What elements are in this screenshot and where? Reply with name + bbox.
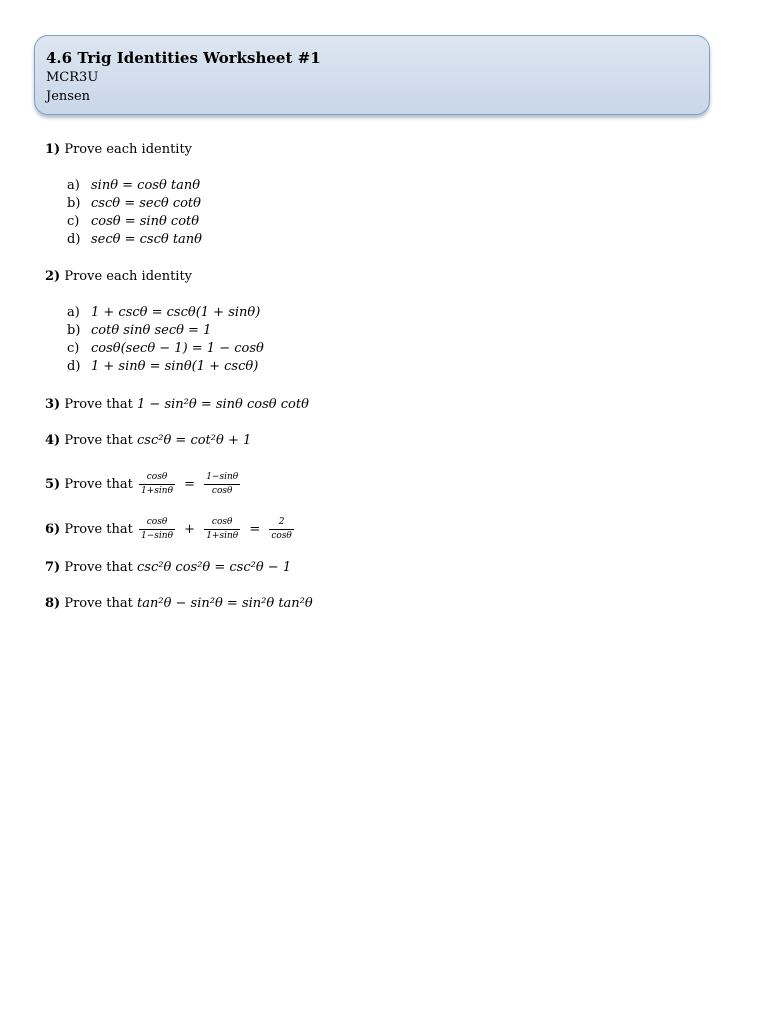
identity-expression: tan²θ − sin²θ = sin²θ tan²θ	[137, 596, 313, 611]
operator: =	[249, 522, 261, 537]
question-7	[45, 558, 291, 578]
list-item: d) secθ = cscθ tanθ	[67, 232, 202, 247]
question-number: 6)	[45, 522, 61, 537]
identity-expression: cscθ = secθ cotθ	[91, 196, 201, 211]
identity-expression: secθ = cscθ tanθ	[91, 232, 202, 247]
worksheet-title: 4.6 Trig Identities Worksheet #1	[46, 49, 321, 67]
question-number: 5)	[45, 477, 61, 492]
identity-expression: 1 + cscθ = cscθ(1 + sinθ)	[91, 305, 261, 320]
question-2	[45, 267, 192, 287]
list-item: c) cosθ = sinθ cotθ	[67, 214, 200, 229]
identity-expression: 1 + sinθ = sinθ(1 + cscθ)	[91, 359, 259, 374]
question-3	[45, 395, 309, 415]
question-number: 8)	[45, 596, 61, 611]
fraction: $\frac{2}{\cos\theta}$	[271, 517, 292, 541]
question-text: Prove that	[64, 433, 133, 448]
list-item: a) sinθ = cosθ tanθ	[67, 178, 201, 193]
question-number: 3)	[45, 397, 61, 412]
list-item: c) cosθ(secθ − 1) = 1 − cosθ	[67, 341, 264, 356]
question-text: Prove that	[64, 522, 133, 537]
fraction: $\frac{1-\sin\theta}{\cos\theta}$	[206, 472, 239, 496]
teacher-name: Jensen	[46, 89, 91, 104]
operator: =	[184, 477, 196, 492]
question-text: Prove that	[64, 560, 133, 575]
question-text: Prove that	[64, 596, 133, 611]
question-4	[45, 431, 251, 451]
question-5	[45, 472, 242, 497]
list-item: b) cscθ = secθ cotθ	[67, 196, 201, 211]
question-text: Prove each identity	[64, 142, 193, 157]
question-number: 4)	[45, 433, 61, 448]
identity-expression: cosθ = sinθ cotθ	[91, 214, 200, 229]
question-text: Prove that	[64, 397, 133, 412]
worksheet-header	[34, 35, 710, 115]
fraction: $\frac{\cos\theta}{1+\sin\theta}$	[141, 472, 173, 496]
question-number: 7)	[45, 560, 61, 575]
identity-expression: cotθ sinθ secθ = 1	[91, 323, 212, 338]
question-number: 2)	[45, 269, 61, 284]
fraction: $\frac{\cos\theta}{1-\sin\theta}$	[141, 517, 173, 541]
identity-expression: csc²θ cos²θ = csc²θ − 1	[137, 560, 292, 575]
question-2-list	[67, 304, 264, 376]
list-item: b) cotθ sinθ secθ = 1	[67, 323, 212, 338]
list-item: a) 1 + cscθ = cscθ(1 + sinθ)	[67, 305, 261, 320]
list-item: d) 1 + sinθ = sinθ(1 + cscθ)	[67, 359, 259, 374]
identity-expression: sinθ = cosθ tanθ	[91, 178, 201, 193]
question-8	[45, 594, 313, 614]
question-number: 1)	[45, 142, 61, 157]
question-6	[45, 517, 296, 542]
identity-expression: csc²θ = cot²θ + 1	[137, 433, 252, 448]
question-text: Prove that	[64, 477, 133, 492]
question-1	[45, 140, 192, 160]
identity-expression: cosθ(secθ − 1) = 1 − cosθ	[91, 341, 264, 356]
course-code: MCR3U	[46, 70, 99, 85]
question-text: Prove each identity	[64, 269, 193, 284]
question-1-list	[67, 177, 202, 249]
fraction: $\frac{\cos\theta}{1+\sin\theta}$	[206, 517, 239, 541]
operator: +	[184, 522, 196, 537]
identity-expression: 1 − sin²θ = sinθ cosθ cotθ	[137, 397, 309, 412]
